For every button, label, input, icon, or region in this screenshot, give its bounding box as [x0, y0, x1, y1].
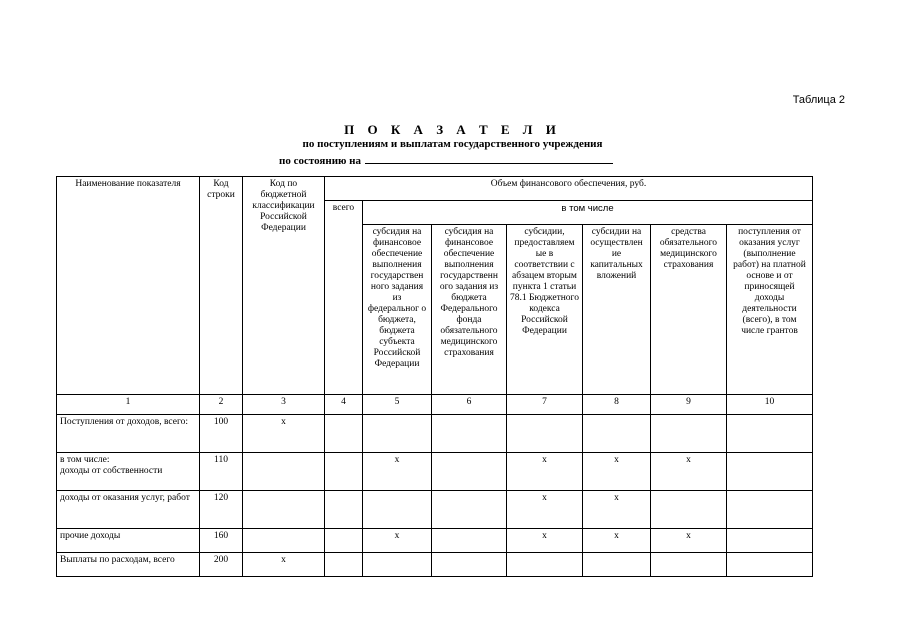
header-col9: средства обязательного медицинского страхования	[651, 225, 727, 395]
row-cell: x	[363, 529, 432, 553]
column-number: 3	[243, 395, 325, 415]
column-number: 5	[363, 395, 432, 415]
row-cell: x	[243, 553, 325, 577]
row-name: прочие доходы	[57, 529, 200, 553]
column-number: 2	[200, 395, 243, 415]
column-number: 9	[651, 395, 727, 415]
document-subtitle: по поступлениям и выплатам государственного учреждения	[302, 138, 603, 150]
row-cell	[363, 491, 432, 529]
row-cell	[243, 529, 325, 553]
date-line	[279, 153, 613, 167]
row-code: 100	[200, 415, 243, 453]
row-cell	[325, 529, 363, 553]
row-cell: x	[651, 529, 727, 553]
column-number: 8	[583, 395, 651, 415]
column-number: 10	[727, 395, 813, 415]
table-row	[57, 453, 813, 491]
row-cell	[432, 415, 507, 453]
row-cell: x	[243, 415, 325, 453]
row-cell	[651, 491, 727, 529]
row-name: Выплаты по расходам, всего	[57, 553, 200, 577]
row-name: в том числе: доходы от собственности	[57, 453, 200, 491]
row-cell: x	[507, 453, 583, 491]
row-name: доходы от оказания услуг, работ	[57, 491, 200, 529]
row-cell	[363, 553, 432, 577]
row-cell	[727, 453, 813, 491]
row-cell	[432, 491, 507, 529]
table-header	[57, 177, 813, 415]
row-cell	[325, 415, 363, 453]
row-cell	[727, 415, 813, 453]
indicators-table	[56, 176, 813, 577]
row-cell	[243, 491, 325, 529]
row-cell	[432, 529, 507, 553]
header-name: Наименование показателя	[57, 177, 200, 395]
row-name: Поступления от доходов, всего:	[57, 415, 200, 453]
table-number-label: Таблица 2	[792, 94, 845, 106]
row-cell: x	[363, 453, 432, 491]
table-body	[57, 415, 813, 577]
document-title: П О К А З А Т Е Л И	[344, 122, 561, 137]
row-cell	[507, 553, 583, 577]
row-cell	[507, 415, 583, 453]
row-code: 110	[200, 453, 243, 491]
header-col5: субсидия на финансовое обеспечение выполнения государствен ного задания из федеральног о бюджета, бюджета субъекта Российской Федерации	[363, 225, 432, 395]
row-cell: x	[507, 491, 583, 529]
row-cell	[583, 553, 651, 577]
date-prefix: по состоянию на	[279, 155, 362, 167]
row-code: 200	[200, 553, 243, 577]
row-cell: x	[583, 491, 651, 529]
header-col7: субсидии, предоставляем ые в соответствии с абзацем вторым пункта 1 статьи 78.1 Бюджетного кодекса Российской Федерации	[507, 225, 583, 395]
row-cell: x	[651, 453, 727, 491]
row-cell: x	[507, 529, 583, 553]
header-col6: субсидия на финансовое обеспечение выполнения государственн ого задания из бюджета Федерального фонда обязательного медицинского страхования	[432, 225, 507, 395]
table-row	[57, 415, 813, 453]
row-code: 120	[200, 491, 243, 529]
row-cell	[651, 553, 727, 577]
row-cell	[432, 453, 507, 491]
row-cell	[727, 553, 813, 577]
header-volume: Объем финансового обеспечения, руб.	[325, 177, 813, 201]
table-row	[57, 529, 813, 553]
table-row	[57, 491, 813, 529]
header-bk-code: Код по бюджетной классификации Российской Федерации	[243, 177, 325, 395]
row-cell: x	[583, 529, 651, 553]
column-number: 6	[432, 395, 507, 415]
row-cell	[432, 553, 507, 577]
row-cell	[325, 453, 363, 491]
header-col10: поступления от оказания услуг (выполнение работ) на платной основе и от приносящей доходы деятельности (всего), в том числе грантов	[727, 225, 813, 395]
row-cell: x	[583, 453, 651, 491]
header-code: Код строки	[200, 177, 243, 395]
row-cell	[727, 491, 813, 529]
row-cell	[325, 491, 363, 529]
header-col8: субсидии на осуществлен ие капитальных вложений	[583, 225, 651, 395]
row-cell	[363, 415, 432, 453]
row-cell	[243, 453, 325, 491]
column-number: 7	[507, 395, 583, 415]
row-code: 160	[200, 529, 243, 553]
header-including: в том числе	[363, 201, 813, 225]
date-blank-field[interactable]	[365, 153, 613, 164]
column-number: 1	[57, 395, 200, 415]
row-cell	[727, 529, 813, 553]
row-cell	[325, 553, 363, 577]
table-row	[57, 553, 813, 577]
column-number: 4	[325, 395, 363, 415]
row-cell	[651, 415, 727, 453]
column-numbers-row	[57, 395, 813, 415]
header-total: всего	[325, 201, 363, 395]
row-cell	[583, 415, 651, 453]
